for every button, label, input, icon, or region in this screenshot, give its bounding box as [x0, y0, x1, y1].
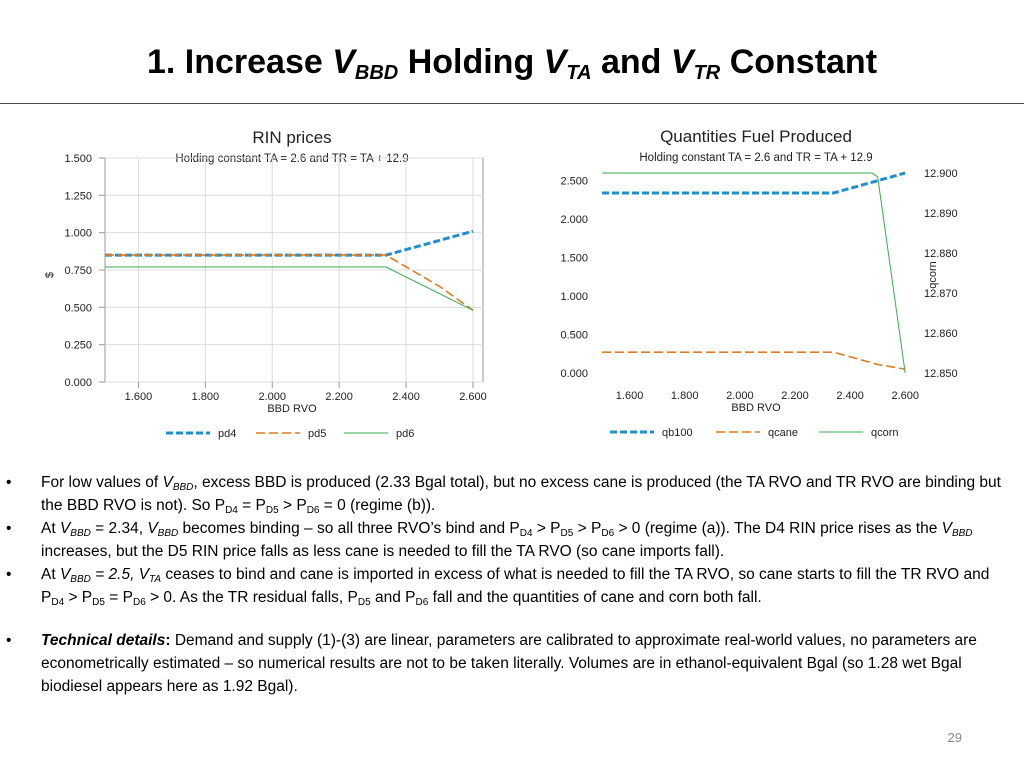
bullet-text-run: :	[165, 632, 171, 649]
series-line-qcorn	[602, 173, 905, 373]
bullet-text-run: D5	[357, 597, 371, 608]
bullet-text-run: Demand and supply (1)-(3) are linear, parameters are calibrated to approximate real-world values, no parameters are econometrically estimated – so numerical results are not to be taken literally. Volumes are in ethanol-equivalent Bgal (so 1.28 wet Bgal biodiesel appears here as 1.92 Bgal).	[41, 632, 977, 695]
bullet-text-run: BBD	[157, 528, 179, 539]
bullet-item	[0, 563, 1024, 609]
y-tick-label: 2.000	[560, 214, 588, 227]
bullet-text-run: V	[59, 520, 71, 537]
x-tick-label: 1.800	[670, 390, 699, 402]
bullet-text-run: > P	[64, 589, 93, 606]
bullet-item	[0, 517, 1024, 563]
x-tick-label: 2.000	[258, 391, 287, 403]
bullet-text-run: At	[41, 520, 60, 537]
y-tick-label: 2.500	[560, 175, 588, 188]
bullet-text-run: D6	[601, 528, 615, 539]
y2-tick-label: 12.850	[924, 368, 958, 380]
bullet-item	[0, 471, 1024, 517]
legend-label-qb100: qb100	[662, 427, 693, 439]
bullet-text-run: For low values of	[41, 474, 163, 491]
x-tick-label: 2.400	[392, 391, 420, 403]
bullet-text-run: > 0 (regime (a)). The D4 RIN price rises as the	[614, 520, 942, 537]
x-tick-label: 1.600	[124, 391, 153, 403]
bullet-text-run: = P	[104, 589, 133, 606]
x-tick-label: 1.800	[191, 391, 220, 403]
legend-label-qcorn: qcorn	[871, 427, 899, 439]
chart-subtitle: Holding constant TA = 2.6 and TR = TA + 12.9	[175, 153, 409, 165]
bullet-text-run: TA	[149, 574, 162, 585]
bullet-text-run: = P	[237, 497, 266, 514]
x-tick-label: 2.600	[891, 390, 920, 402]
bullet-text-run: BBD	[70, 528, 91, 539]
x-axis-label: BBD RVO	[267, 403, 317, 415]
bullet-text-run: BBD	[172, 482, 194, 493]
chart-title: Quantities Fuel Produced	[660, 127, 852, 146]
series-line-pd4	[105, 231, 473, 255]
y2-tick-label: 12.900	[924, 168, 958, 180]
bullet-text-run: > P	[532, 520, 561, 537]
bullet-text-run: > 0. As the TR residual falls, P	[145, 589, 358, 606]
y2-tick-label: 12.860	[924, 328, 958, 340]
y-tick-label: 0.500	[64, 302, 92, 315]
y-tick-label: 0.250	[64, 339, 92, 352]
y-tick-label: 1.500	[64, 153, 92, 165]
series-line-qcane	[602, 352, 905, 369]
y-tick-label: 1.250	[64, 190, 92, 203]
y-tick-label: 0.000	[64, 377, 92, 389]
bullet-text-run: D5	[560, 528, 574, 539]
bullet-text-run: = 2.34,	[90, 520, 148, 537]
bullet-text-run: Technical details	[41, 632, 166, 649]
series-line-qb100	[602, 173, 905, 193]
bullet-text-run: V	[162, 474, 173, 491]
x-tick-label: 1.600	[615, 390, 644, 402]
legend-label-pd4: pd4	[218, 428, 237, 440]
bullet-text-run: At	[41, 566, 60, 583]
x-tick-label: 2.600	[459, 391, 487, 403]
y-tick-label: 1.000	[64, 227, 92, 240]
bullet-text-run: = 0 (regime (b)).	[319, 497, 436, 514]
bullet-text-run: , excess BBD is produced (2.33 Bgal total), but no excess cane is produced (the TA RVO and TR RVO are binding but the BBD RVO is not). So P	[41, 474, 1001, 514]
bullet-list	[0, 471, 1024, 698]
bullet-text-run: D4	[519, 528, 533, 539]
y2-tick-label: 12.890	[924, 208, 958, 220]
bullet-text-run: D4	[225, 505, 238, 516]
y-tick-label: 1.500	[560, 252, 588, 265]
quantities-chart	[538, 118, 978, 448]
bullet-text-run: becomes binding – so all three RVO’s bind and P	[178, 520, 520, 537]
bullet-text-run: D6	[306, 505, 320, 516]
bullet-text-run: V	[138, 566, 150, 583]
y-tick-label: 0.500	[560, 329, 588, 342]
x-tick-label: 2.400	[836, 390, 864, 402]
x-tick-label: 2.200	[781, 390, 809, 402]
chart-title: RIN prices	[252, 128, 332, 147]
y-axis-label: $	[44, 271, 56, 279]
bullet-text-run: > P	[573, 520, 602, 537]
bullet-text-run: D5	[92, 597, 105, 608]
bullet-text-run: D5	[265, 505, 279, 516]
bullet-text-run: V	[147, 520, 158, 537]
rin-prices-chart	[38, 118, 498, 448]
bullet-text-run: V	[941, 520, 952, 537]
title-divider	[0, 103, 1024, 104]
bullet-text-run: > P	[278, 497, 307, 514]
x-axis-label: BBD RVO	[731, 402, 781, 414]
bullet-text-run: BBD	[70, 574, 91, 585]
x-tick-label: 2.200	[325, 391, 353, 403]
bullet-text-run: = 2.5,	[90, 566, 139, 583]
legend-label-pd6: pd6	[396, 428, 415, 440]
bullet-text-run: D4	[51, 597, 65, 608]
bullet-dot: •	[6, 474, 12, 491]
y2-axis-label: qcorn	[927, 261, 939, 289]
bullet-text-run: increases, but the D5 RIN price falls as less cane is needed to fill the TA RVO (so cane imports fall).	[41, 543, 725, 560]
y2-tick-label: 12.870	[924, 288, 958, 300]
page-number: 29	[947, 730, 962, 745]
y-tick-label: 0.750	[64, 265, 92, 277]
bullet-text-run: V	[59, 566, 71, 583]
y-tick-label: 0.000	[560, 368, 588, 380]
bullet-dot: •	[6, 566, 12, 583]
legend-label-pd5: pd5	[308, 428, 327, 440]
bullet-text-run: fall and the quantities of cane and corn both fall.	[428, 589, 762, 606]
bullet-gap	[0, 609, 1024, 629]
y2-tick-label: 12.880	[924, 248, 958, 260]
bullet-item	[0, 629, 1024, 698]
bullet-dot: •	[6, 520, 12, 537]
slide-title: 1. Increase $V_{BBD}$ Holding $V_{TA}$ and $V_{TR}$ Constant	[146, 43, 878, 84]
bullet-text-run: D6	[132, 597, 146, 608]
bullet-dot: •	[6, 632, 12, 649]
bullet-text-run: and P	[370, 589, 416, 606]
x-tick-label: 2.000	[726, 390, 754, 402]
y-tick-label: 1.000	[560, 291, 588, 304]
chart-subtitle: Holding constant TA = 2.6 and TR = TA + 12.9	[639, 152, 873, 164]
bullet-text-run: D6	[415, 597, 429, 608]
bullet-text-run: BBD	[951, 528, 973, 539]
legend-label-qcane: qcane	[768, 427, 798, 439]
bullet-text-run: ceases to bind and cane is imported in excess of what is needed to fill the TA RVO, so cane starts to fill the TR RVO and P	[41, 566, 990, 606]
